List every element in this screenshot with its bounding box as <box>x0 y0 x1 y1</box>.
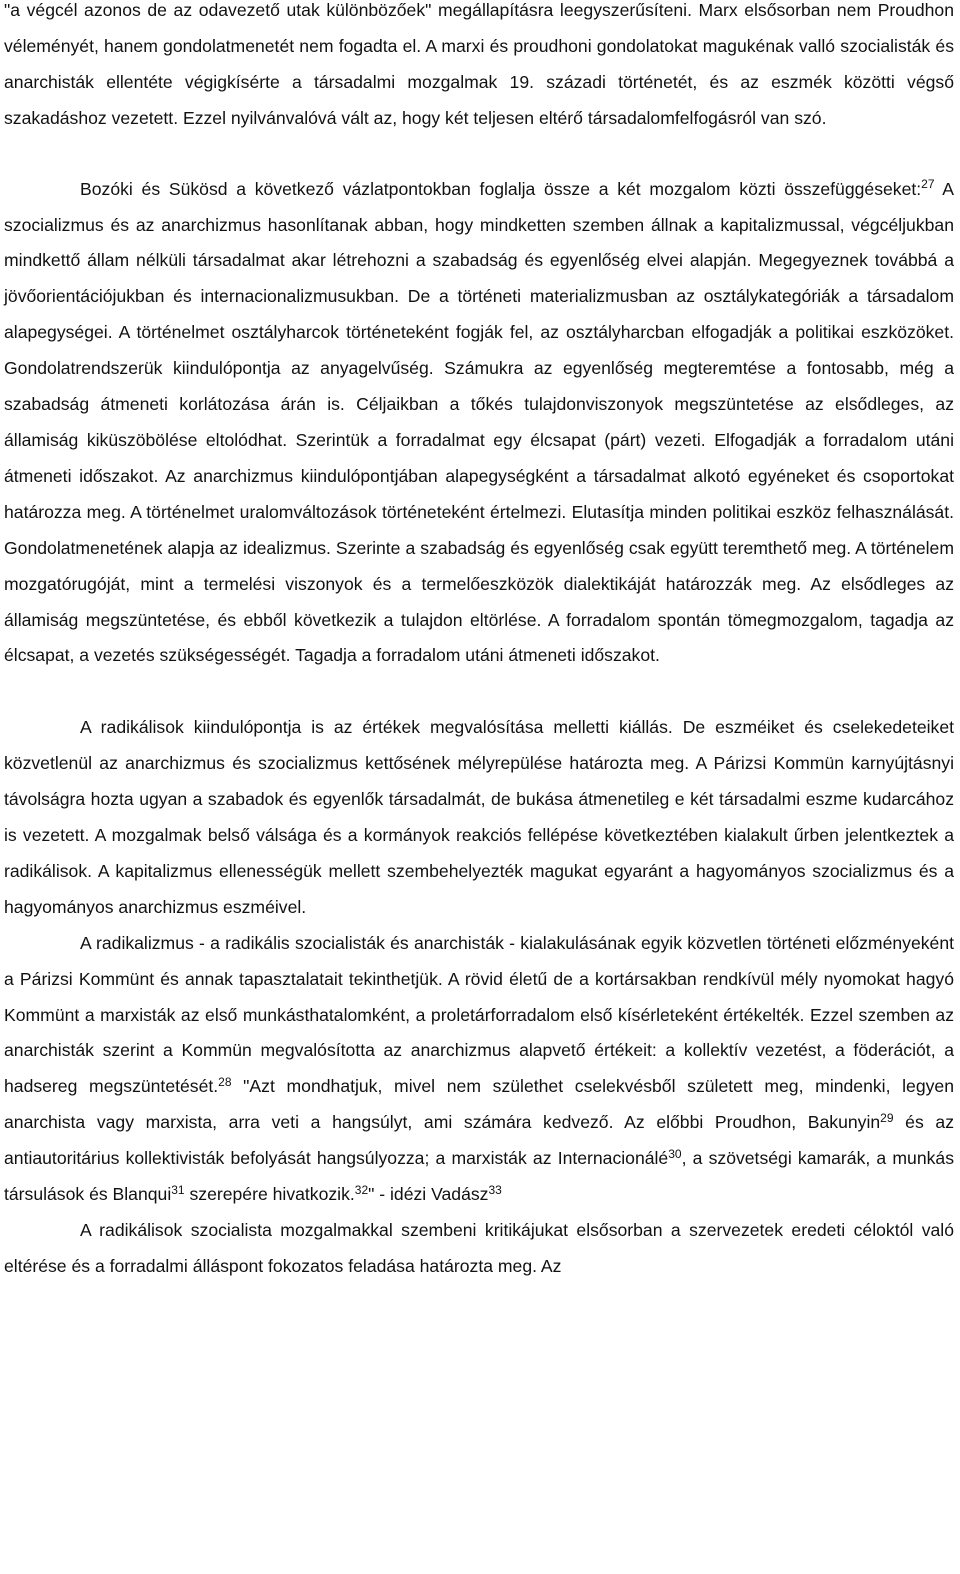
text-run: , a szövetségi kamarák, a munkás társulások és Blanqui <box>4 1148 954 1205</box>
paragraph-radicals-critique <box>4 1213 954 1285</box>
footnote-ref: 29 <box>880 1110 894 1125</box>
footnote-ref: 31 <box>171 1182 185 1197</box>
footnote-ref: 28 <box>218 1074 232 1089</box>
text-run: A radikalizmus - a radikális szocialisták és anarchisták - kialakulásának egyik közvetlen történeti előzményeként a Párizsi Kommünt és annak tapasztalatait tekinthetjük. A rövid életű de a kortársakban rendkívül mély nyomokat hagyó Kommünt a marxisták az első munkásthatalomként, a proletárforradalom első kísérleteként értékelték. Ezzel szemben az anarchisták szerint a Kommün megvalósította az anarchizmus alapvető értékeit: a kollektív vezetést, a föderációt, a hadsereg megszüntetését. <box>4 932 954 1097</box>
footnote-ref: 32 <box>354 1182 369 1197</box>
text-run: Bozóki és Sükösd a következő vázlatpontokban foglalja össze a két mozgalom közti összefüggéseket: <box>80 178 922 199</box>
text-run: A radikálisok kiindulópontja is az értékek megvalósítása melletti kiállás. De eszméiket és cselekedeteiket közvetlenül az anarchizmus és szocializmus kettősének mélyrepülése határozta meg. A Párizsi Kommün karnyújtásnyi távolságra hozta ugyan a szabadok és egyenlők társadalmát, de bukása átmenetileg e két társadalmi eszme kudarcához is vezetett. A mozgalmak belső válsága és a kormányok reakciós fellépése következtében kialakult űrben jelentkeztek a radikálisok. A kapitalizmus ellenességük mellett szembehelyezték magukat egyaránt a hagyományos szocializmus és a hagyományos anarchizmus eszméivel. <box>4 717 954 917</box>
text-run: és az antiautoritárius kollektivisták befolyását hangsúlyozza; a marxisták az Internacionálé <box>4 1112 954 1169</box>
paragraph-radicals-origin <box>4 710 954 925</box>
text-run: szerepére hivatkozik. <box>184 1184 355 1205</box>
paragraph-marx-proudhon <box>4 0 954 137</box>
footnote-ref: 30 <box>668 1146 682 1161</box>
text-run: " - idézi Vadász <box>368 1184 489 1205</box>
footnote-ref: 33 <box>488 1182 502 1197</box>
paragraph-bozoki-sukosd <box>4 172 954 675</box>
text-run: A radikálisok szocialista mozgalmakkal szembeni kritikájukat elsősorban a szervezetek eredeti céloktól való eltérése és a forradalmi álláspont fokozatos feladása határozta meg. Az <box>4 1220 954 1276</box>
text-run: "a végcél azonos de az odavezető utak különbözőek" megállapításra leegyszerűsíteni. Marx elsősorban nem Proudhon véleményét, hanem gondolatmenetét nem fogadta el. A marxi és proudhoni gondolatokat magukénak valló szocialisták és anarchisták ellentéte végigkísérte a társadalmi mozgalmak 19. századi történetét, és az eszmék közötti végső szakadáshoz vezetett. Ezzel nyilvánvalóvá vált az, hogy két teljesen eltérő társadalomfelfogásról van szó. <box>4 0 954 128</box>
document-page <box>4 0 954 1285</box>
footnote-ref: 27 <box>921 177 935 192</box>
text-run: "Azt mondhatjuk, mivel nem születhet cselekvésből született meg, mindenki, legyen anarchista vagy marxista, arra veti a hangsúlyt, ami számára kedvező. Az előbbi Proudhon, Bakunyin <box>4 1076 954 1133</box>
text-run: A szocializmus és az anarchizmus hasonlítanak abban, hogy mindketten szemben állnak a kapitalizmussal, végcéljukban mindkettő állam nélküli társadalmat akar létrehozni a szabadság és egyenlőség elvei alapján. Megegyeznek továbbá a jövőorientációjukban és internacionalizmusukban. De a történeti materializmusban az osztálykategóriák a társadalom alapegységei. A történelmet osztályharcok történeteként fogják fel, az osztályharcban elfogadják a politikai eszközöket. Gondolatrendszerük kiindulópontja az anyagelvűség. Számukra az egyenlőség megteremtése a fontosabb, még a szabadság átmeneti korlátozása árán is. Céljaikban a tőkés tulajdonviszonyok megszüntetése az elsődleges, az államiság kiküszöbölése eltolódhat. Szerintük a forradalmat egy élcsapat (párt) vezeti. Elfogadják a forradalom utáni átmeneti időszakot. Az anarchizmus kiindulópontjában alapegységként a társadalmat alkotó egyéneket és csoportokat határozza meg. A történelmet uralomváltozások történeteként értelmezi. Elutasítja minden politikai eszköz felhasználását. Gondolatmenetének alapja az idealizmus. Szerinte a szabadság és egyenlőség csak együtt teremthető meg. A történelem mozgatórugóját, mint a termelési viszonyok és a termelőeszközök dialektikáját határozzák meg. Az elsődleges az államiság megszüntetése, és ebből következik a tulajdon eltörlése. A forradalom spontán tömegmozgalom, tagadja az élcsapat, a vezetés szükségességét. Tagadja a forradalom utáni átmeneti időszakot. <box>4 178 954 666</box>
paragraph-paris-commune <box>4 926 954 1213</box>
